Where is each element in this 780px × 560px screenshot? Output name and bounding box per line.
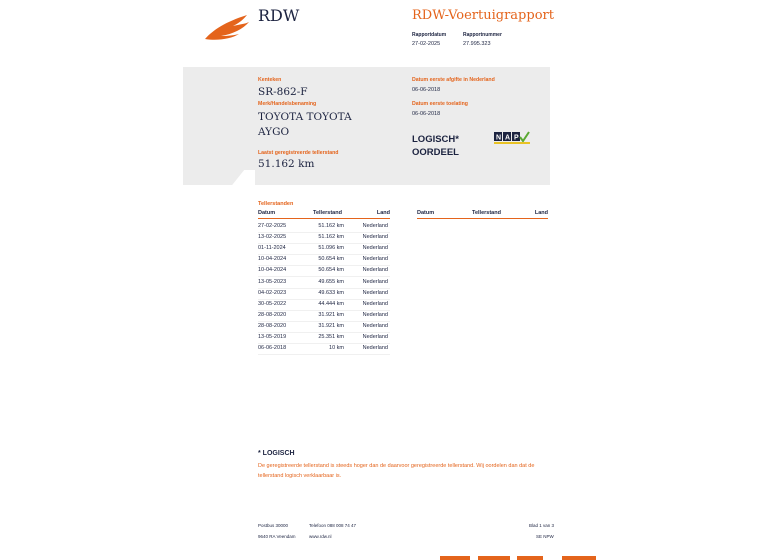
- row-date: 13-02-2025: [258, 234, 287, 241]
- row-date: 28-08-2020: [258, 322, 287, 329]
- table-row: [258, 343, 390, 355]
- row-country: Nederland: [362, 322, 388, 329]
- col-date-2: Datum: [417, 210, 435, 216]
- header-rule: [258, 218, 390, 219]
- row-country: Nederland: [362, 289, 388, 296]
- row-odometer: 44.444 km: [318, 300, 344, 307]
- row-odometer: 31.921 km: [318, 311, 344, 318]
- row-country: Nederland: [362, 278, 388, 285]
- first-admission-date: 06-06-2018: [412, 111, 441, 117]
- row-odometer: 31.921 km: [318, 322, 344, 329]
- make-model-line1: TOYOTA TOYOTA: [258, 111, 352, 123]
- report-number-label: Rapportnummer: [463, 32, 502, 38]
- col-date: Datum: [258, 210, 276, 216]
- nap-check-icon: [494, 131, 530, 144]
- footnote-title: * LOGISCH: [258, 450, 295, 457]
- row-date: 27-02-2025: [258, 223, 287, 229]
- row-date: 06-06-2018: [258, 345, 287, 352]
- row-odometer: 51.096 km: [318, 245, 344, 252]
- report-number: 27.995.323: [463, 41, 491, 47]
- last-odometer-label: Laatst geregistreerde tellerstand: [258, 150, 339, 156]
- footer-stripe: [478, 556, 510, 560]
- report-date-label: Rapportdatum: [412, 32, 447, 38]
- footer-postbus: Postbus 30000: [258, 523, 289, 528]
- row-date: 13-05-2019: [258, 334, 287, 340]
- row-odometer: 10 km: [329, 345, 344, 352]
- footer-stripe: [562, 556, 596, 560]
- row-country: Nederland: [362, 234, 388, 241]
- first-nl-label: Datum eerste afgifte in Nederland: [412, 77, 495, 83]
- col-country-2: Land: [534, 210, 548, 216]
- footer-stripe: [517, 556, 543, 560]
- last-odometer: 51.162 km: [258, 158, 315, 170]
- row-country: Nederland: [362, 345, 388, 352]
- row-odometer: 51.162 km: [318, 234, 344, 241]
- footer-phone: Telefoon 088 008 74 47: [309, 523, 357, 528]
- row-country: Nederland: [362, 245, 388, 252]
- svg-text:P: P: [514, 134, 519, 142]
- table-title: Tellerstanden: [258, 201, 294, 207]
- first-admission-label: Datum eerste toelating: [412, 101, 468, 107]
- row-country: Nederland: [362, 256, 388, 263]
- footer-city: 9640 RA Veendam: [258, 534, 296, 539]
- footer-code: SE NPW: [536, 534, 554, 539]
- table-header-left: [258, 210, 390, 220]
- rdw-logo-icon: [203, 12, 253, 42]
- row-country: Nederland: [362, 311, 388, 318]
- nap-badge: [494, 131, 530, 144]
- row-odometer: 49.655 km: [318, 278, 344, 285]
- row-date: 10-04-2024: [258, 256, 287, 263]
- row-country: Nederland: [362, 334, 388, 340]
- col-odometer-2: Tellerstand: [472, 210, 501, 216]
- row-odometer: 25.351 km: [318, 334, 344, 340]
- row-odometer: 49.633 km: [318, 289, 344, 296]
- brand-name: RDW: [258, 6, 300, 25]
- row-date: 10-04-2024: [258, 267, 287, 274]
- plate-label: Kenteken: [258, 77, 282, 83]
- verdict: [412, 133, 459, 159]
- verdict-line2: OORDEEL: [412, 147, 459, 158]
- row-date: 28-08-2020: [258, 311, 287, 318]
- footer-web: www.rdw.nl: [309, 534, 332, 539]
- row-date: 30-05-2022: [258, 300, 287, 307]
- row-odometer: 50.654 km: [318, 256, 344, 263]
- col-country: Land: [376, 210, 390, 216]
- row-date: 01-11-2024: [258, 245, 286, 252]
- header-rule-2: [417, 218, 548, 219]
- footer-stripe: [440, 556, 470, 560]
- col-odometer: Tellerstand: [313, 210, 342, 216]
- license-plate: SR-862-F: [258, 86, 308, 98]
- footer-page: Blad 1 van 3: [529, 523, 555, 528]
- row-country: Nederland: [362, 267, 388, 274]
- footnote-text: De geregistreerde tellerstand is steeds hoger dan de daarvoor geregistreerde tellerstand. Wij oordelen dan dat de tellerstand logisch verklaarbaar is.: [258, 463, 535, 479]
- row-country: Nederland: [362, 300, 388, 307]
- svg-text:A: A: [505, 134, 511, 142]
- svg-text:N: N: [496, 134, 502, 142]
- table-header-right: [417, 210, 548, 220]
- first-nl-date: 06-06-2018: [412, 87, 441, 93]
- make-model-line2: AYGO: [258, 126, 290, 138]
- verdict-line1: LOGISCH*: [412, 134, 459, 145]
- vehicle-summary-panel: [183, 67, 550, 185]
- row-odometer: 51.162 km: [318, 223, 344, 229]
- row-odometer: 50.654 km: [318, 267, 344, 274]
- make-model-label: Merk/Handelsbenaming: [258, 101, 317, 107]
- row-date: 13-05-2023: [258, 278, 287, 285]
- report-title: RDW-Voertuigrapport: [412, 8, 554, 23]
- report-date: 27-02-2025: [412, 41, 441, 47]
- row-date: 04-02-2023: [258, 289, 287, 296]
- row-country: Nederland: [362, 223, 388, 229]
